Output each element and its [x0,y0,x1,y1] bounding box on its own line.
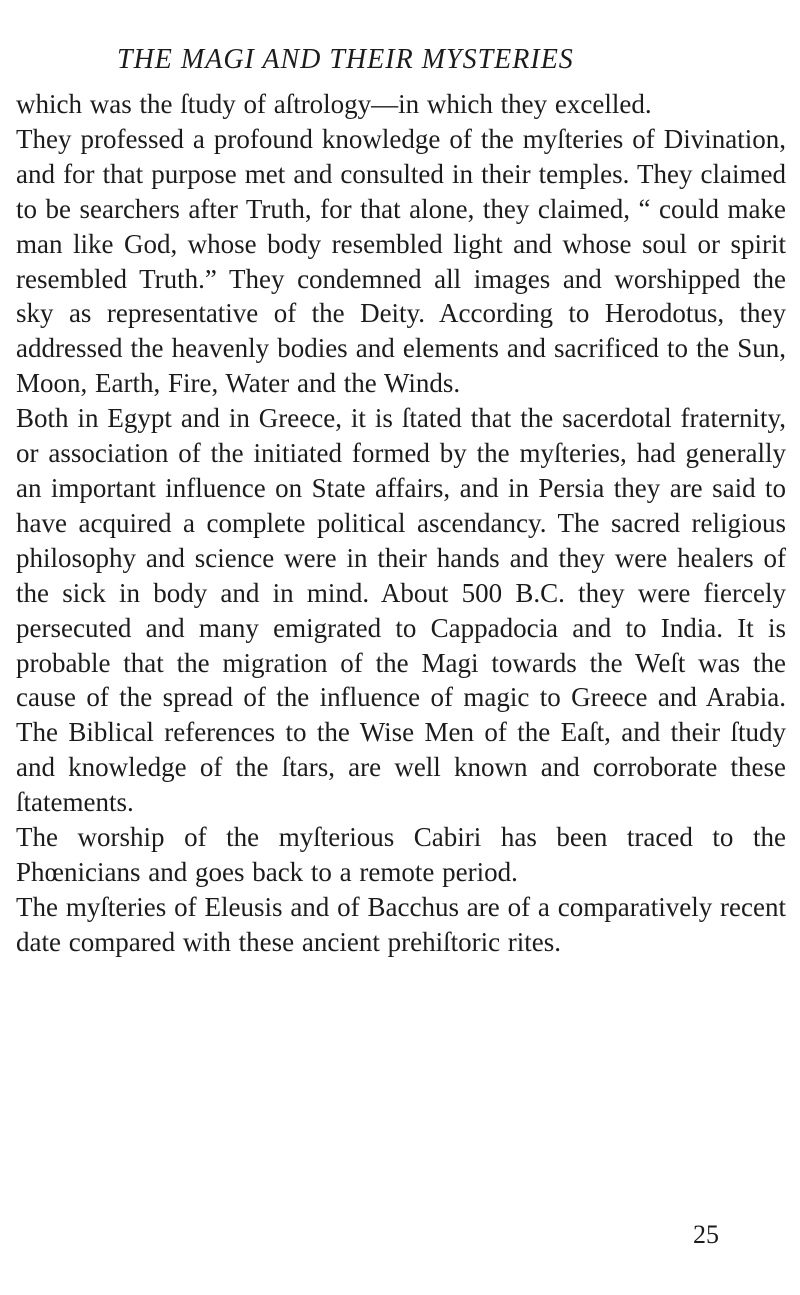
page-number: 25 [693,1220,719,1249]
paragraph: The myſteries of Eleusis and of Bacchus are of a comparatively recent date compared with these ancient prehiſtoric rites. [16,891,786,957]
paragraph: which was the ſtudy of aſtrology—in which they excelled. [16,89,652,119]
paragraph: Both in Egypt and in Greece, it is ſtated that the sacerdotal fraternity, or association of the initiated formed by the myſteries, had generally an important influence on State affairs, and in Persia they are said to have acquired a complete political ascendancy. The sacred religious philosophy and science were in their hands and they were healers of the sick in body and in mind. About 500 B.C. they were fiercely persecuted and many emigrated to Cappadocia and to India. It is probable that the migration of the Magi towards the Weſt was the cause of the spread of the influence of magic to Greece and Arabia. The Biblical references to the Wise Men of the Eaſt, and their ſtudy and knowledge of the ſtars, are well known and corroborate these ſtatements. [16,403,786,818]
paragraph: The worship of the myſterious Cabiri has been traced to the Phœnicians and goes back to a remote period. [16,822,786,887]
body-text [16,87,786,960]
running-title: THE MAGI AND THEIR MYSTERIES [117,44,574,75]
paragraph: They professed a profound knowledge of the myſteries of Divination, and for that purpose met and consulted in their temples. They claimed to be searchers after Truth, for that alone, they claimed, “ could make man like God, whose body resembled light and whose soul or spirit resembled Truth.” They condemned all images and worshipped the sky as representative of the Deity. According to Herodotus, they addressed the heavenly bodies and elements and sacrificed to the Sun, Moon, Earth, Fire, Water and the Winds. [16,123,786,399]
